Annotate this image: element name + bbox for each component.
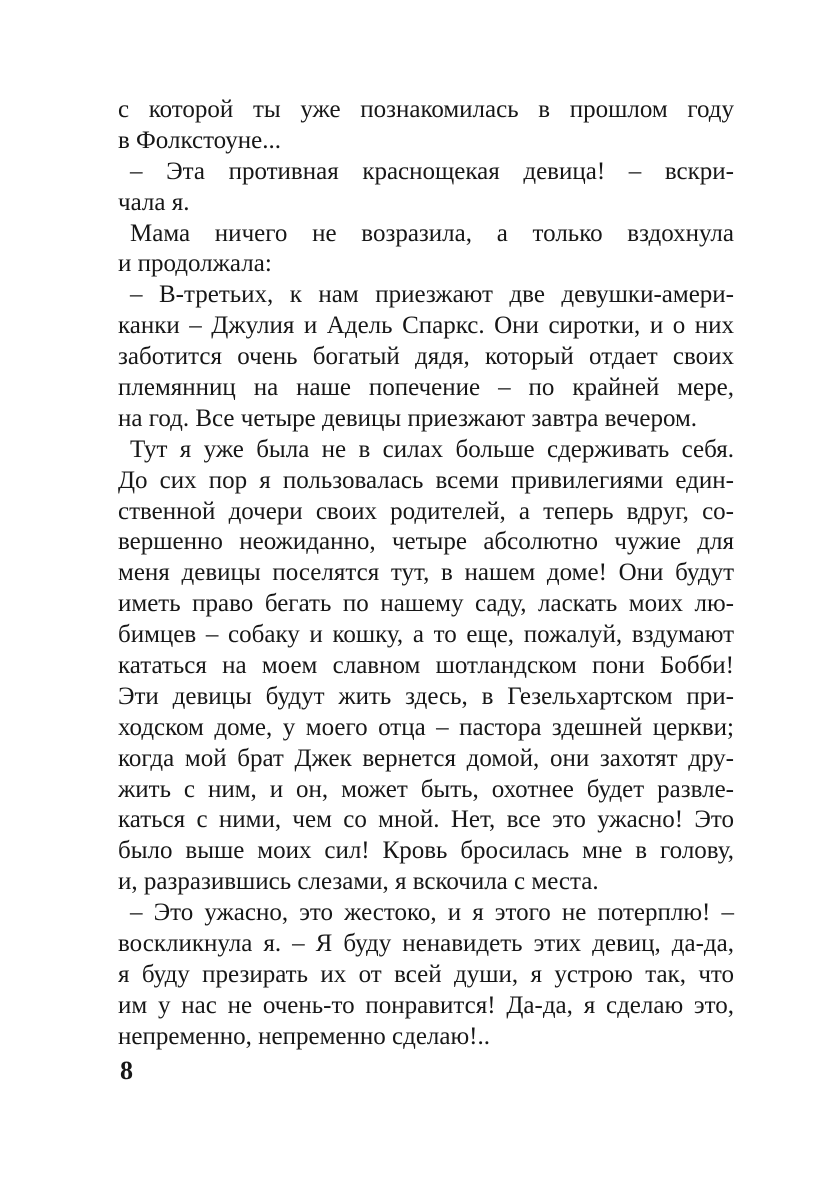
- text-line: канки – Джулия и Адель Спаркс. Они сиротки, и о них: [118, 312, 734, 340]
- text-line: им у нас не очень-то понравится! Да-да, я сделаю это,: [118, 991, 734, 1019]
- text-line: ственной дочери своих родителей, а теперь вдруг, со-: [118, 497, 734, 525]
- text-line: и, разразившись слезами, я вскочила с места.: [118, 868, 599, 896]
- text-line: – Эта противная краснощекая девица! – вскри-: [130, 157, 734, 185]
- text-line: кататься на моем славном шотландском пони Бобби!: [118, 652, 734, 680]
- text-line: непременно, непременно сделаю!..: [118, 1022, 490, 1050]
- text-line: заботится очень богатый дядя, который отдает своих: [118, 343, 734, 371]
- text-line: каться с ними, чем со мной. Нет, все это ужасно! Это: [118, 806, 734, 834]
- text-line: – В-третьих, к нам приезжают две девушки-амери-: [130, 281, 734, 309]
- text-line: было выше моих сил! Кровь бросилась мне в голову,: [118, 837, 734, 865]
- text-line: на год. Все четыре девицы приезжают завтра вечером.: [118, 404, 698, 432]
- text-line: ходском доме, у моего отца – пастора здешней церкви;: [118, 713, 734, 741]
- text-line: чала я.: [118, 188, 190, 216]
- text-line: воскликнула я. – Я буду ненавидеть этих девиц, да-да,: [118, 930, 734, 958]
- page-number: 8: [120, 1056, 133, 1085]
- text-line: – Это ужасно, это жестоко, и я этого не потерплю! –: [130, 899, 734, 927]
- text-line: когда мой брат Джек вернется домой, они захотят дру-: [118, 744, 734, 772]
- text-line: иметь право бегать по нашему саду, ласкать моих лю-: [118, 590, 734, 618]
- text-line: Эти девицы будут жить здесь, в Гезельхартском при-: [118, 682, 734, 710]
- text-line: жить с ним, и он, может быть, охотнее будет развле-: [118, 775, 734, 803]
- text-line: меня девицы поселятся тут, в нашем доме! Они будут: [118, 559, 734, 587]
- text-line: и продолжала:: [118, 250, 272, 278]
- text-line: вершенно неожиданно, четыре абсолютно чужие для: [118, 528, 734, 556]
- text-line: Мама ничего не возразила, а только вздохнула: [130, 219, 734, 247]
- text-line: До сих пор я пользовалась всеми привилегиями един-: [118, 466, 734, 494]
- text-line: племянниц на наше попечение – по крайней мере,: [118, 374, 734, 402]
- page-text: [118, 95, 734, 1053]
- text-line: я буду презирать их от всей души, я устрою так, что: [118, 960, 734, 988]
- text-line: бимцев – собаку и кошку, а то еще, пожалуй, вздумают: [118, 621, 734, 649]
- text-line: Тут я уже была не в силах больше сдерживать себя.: [130, 435, 734, 463]
- text-line: в Фолкстоуне...: [118, 126, 281, 154]
- text-line: с которой ты уже познакомилась в прошлом году: [118, 96, 734, 123]
